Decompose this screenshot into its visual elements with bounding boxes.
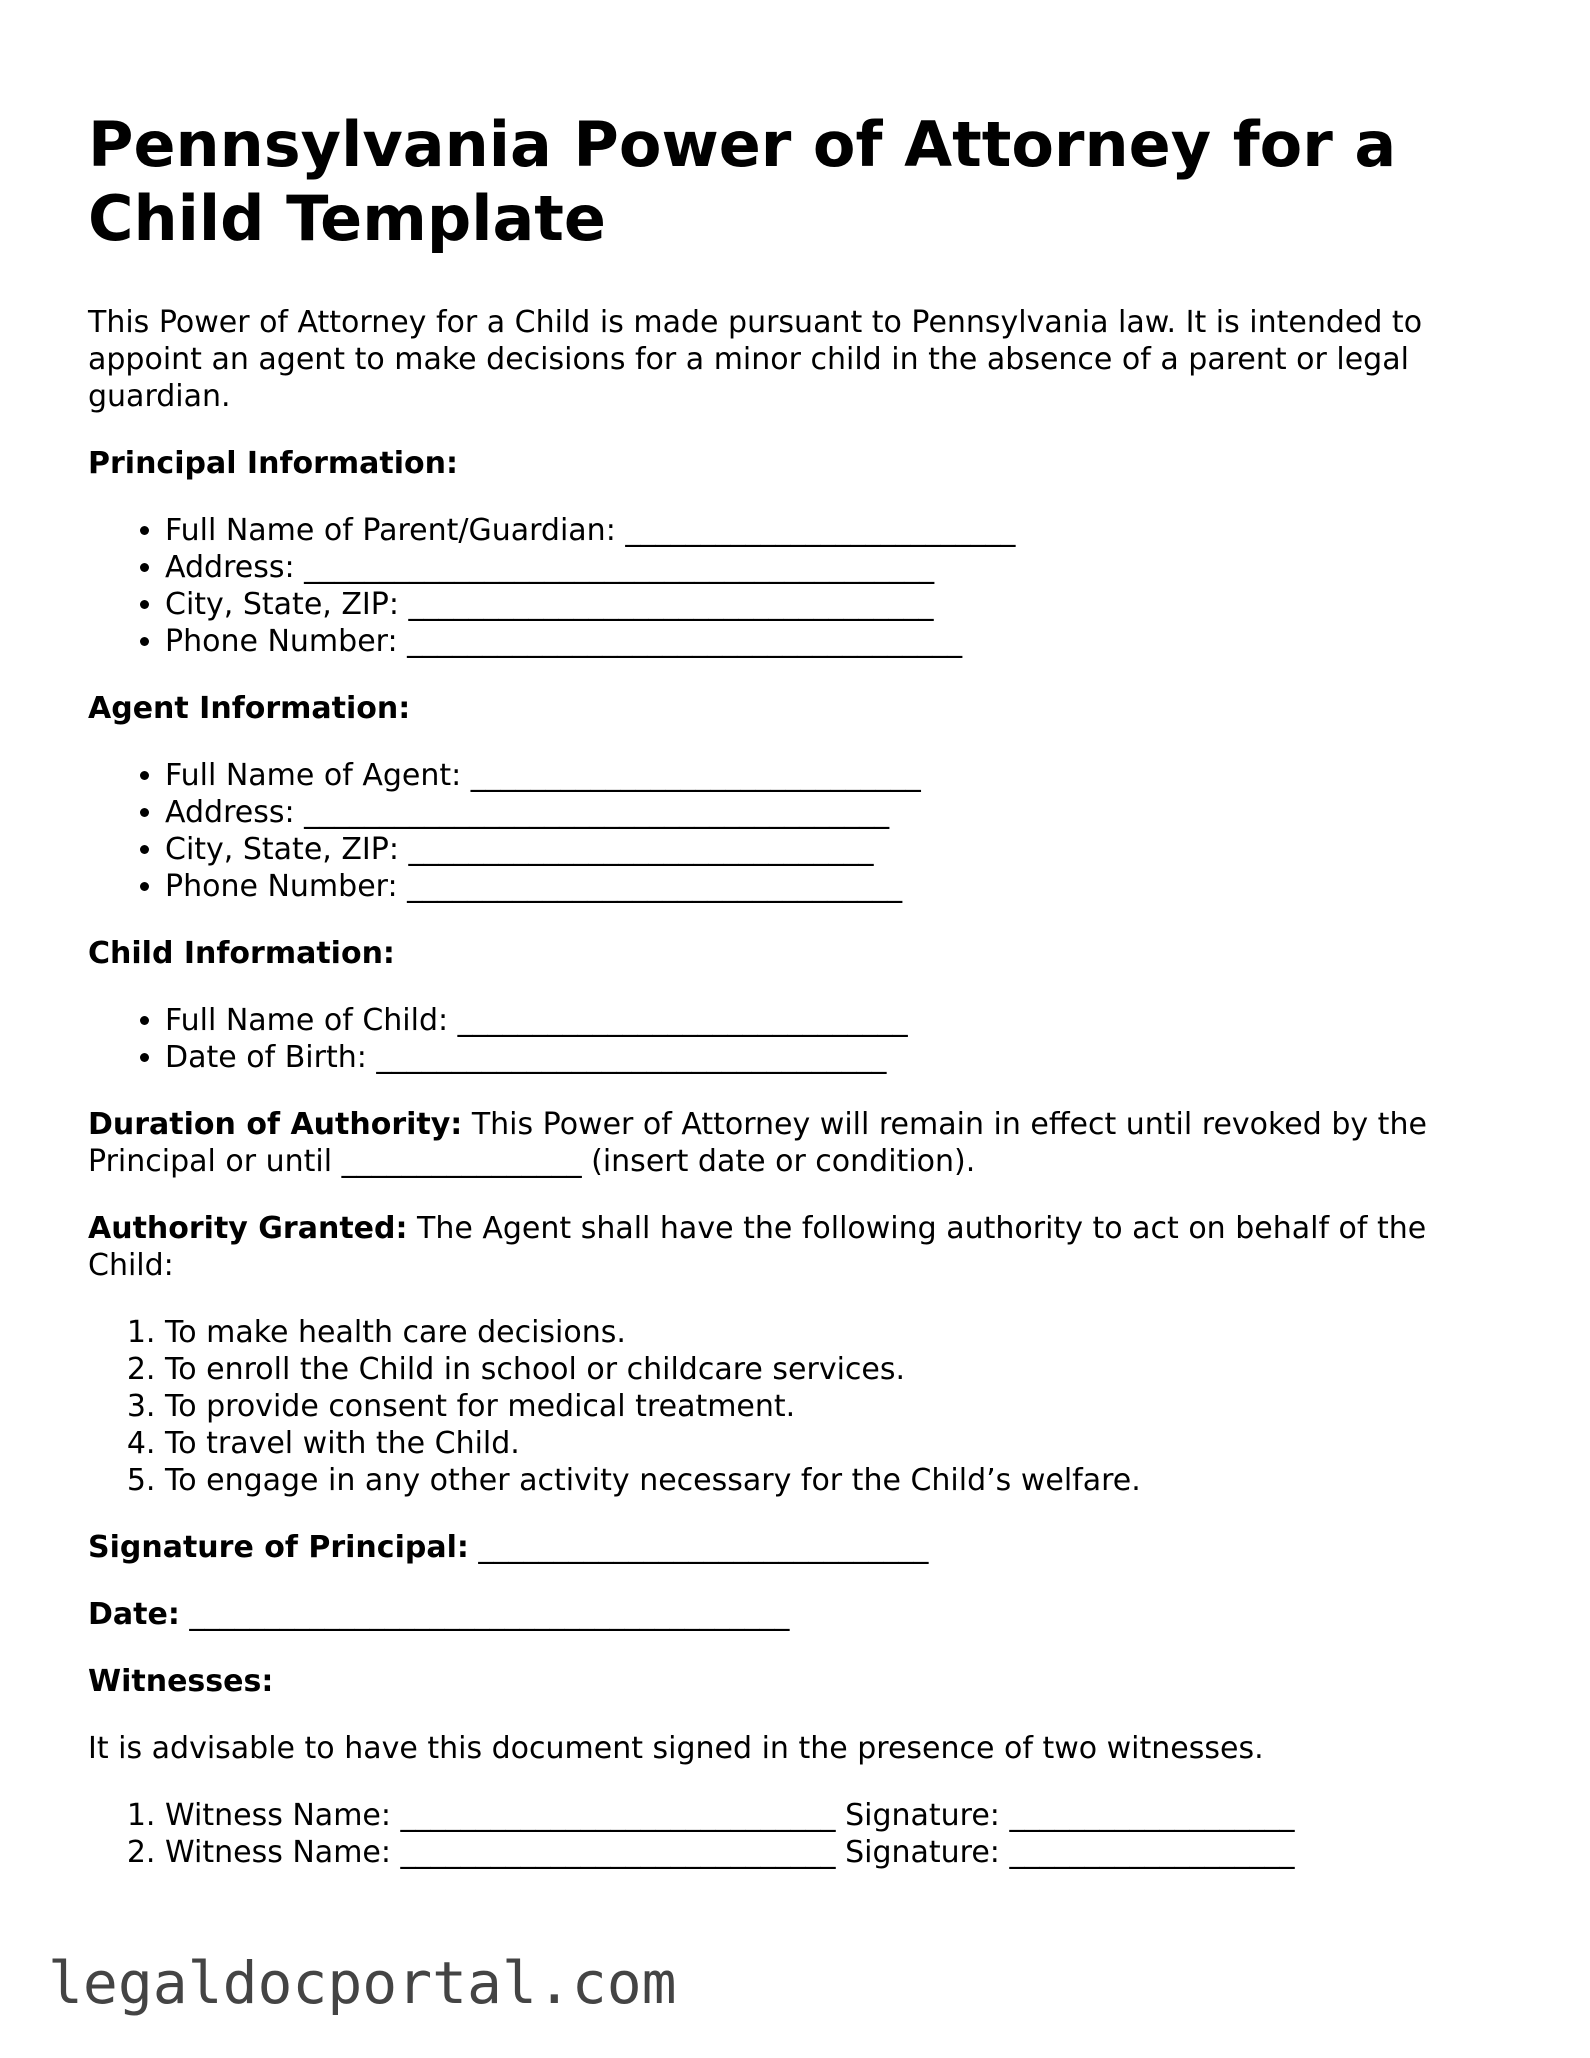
fill-in-blank: ________________ <box>341 1144 582 1179</box>
fill-in-blank: _____________________________________ <box>407 624 963 659</box>
fill-in-blank: ______________________________ <box>470 758 921 793</box>
principal-list <box>88 512 1508 660</box>
duration-text: This Power of Attorney will remain in effect until revoked by the Principal or until <box>88 1107 1427 1179</box>
field-label: Phone Number: <box>165 869 398 904</box>
intro-paragraph: This Power of Attorney for a Child is made pursuant to Pennsylvania law. It is intended to appoint an agent to make decisions for a minor child in the absence of a parent or legal guardian. <box>88 305 1423 414</box>
field-label: Full Name of Child: <box>165 1003 449 1038</box>
document-page <box>88 108 1508 1901</box>
agent-item <box>165 868 1508 905</box>
principal-item <box>165 623 1508 660</box>
child-item <box>165 1002 1508 1039</box>
fill-in-blank: _____________________________ <box>400 1798 836 1833</box>
witness-name-label: Witness Name: <box>165 1798 391 1833</box>
page-title: Pennsylvania Power of Attorney for a Child Template <box>88 108 1397 255</box>
authority-item: 1. To make health care decisions. <box>165 1314 1508 1351</box>
witness-name-label: Witness Name: <box>165 1835 391 1870</box>
child-list <box>88 1002 1508 1076</box>
agent-heading: Agent Information: <box>88 691 411 726</box>
authority-item: 5. To engage in any other activity necessary for the Child’s welfare. <box>165 1462 1508 1499</box>
authority-item: 2. To enroll the Child in school or childcare services. <box>165 1351 1508 1388</box>
date-line <box>88 1596 1508 1633</box>
agent-item <box>165 831 1508 868</box>
field-label: Address: <box>165 550 295 585</box>
agent-item <box>165 757 1508 794</box>
authority-item: 4. To travel with the Child. <box>165 1425 1508 1462</box>
field-label: Address: <box>165 795 295 830</box>
witness-item <box>165 1834 1508 1871</box>
duration-text-after: (insert date or condition). <box>581 1144 976 1179</box>
field-label: Full Name of Agent: <box>165 758 462 793</box>
fill-in-blank: __________________________________ <box>376 1040 887 1075</box>
signature-label: Signature of Principal: <box>88 1530 469 1565</box>
authority-text: The Agent shall have the following authority to act on behalf of the Child: <box>88 1211 1427 1283</box>
fill-in-blank: _____________________________ <box>400 1835 836 1870</box>
fill-in-blank: _______________________________________ <box>304 795 890 830</box>
duration-paragraph <box>88 1106 1508 1180</box>
child-heading: Child Information: <box>88 936 395 971</box>
child-item <box>165 1039 1508 1076</box>
signature-line <box>88 1529 1508 1566</box>
fill-in-blank: __________________________ <box>625 513 1016 548</box>
fill-in-blank: ___________________________________ <box>408 587 934 622</box>
fill-in-blank: _________________________________ <box>407 869 903 904</box>
fill-in-blank: ________________________________________ <box>189 1597 790 1632</box>
agent-list <box>88 757 1508 905</box>
field-label: City, State, ZIP: <box>165 587 399 622</box>
authority-list <box>88 1314 1508 1499</box>
site-watermark: legaldocportal.com <box>48 1949 677 2017</box>
fill-in-blank: __________________________________________ <box>304 550 935 585</box>
fill-in-blank: _______________________________ <box>408 832 874 867</box>
principal-item <box>165 586 1508 623</box>
authority-paragraph <box>88 1210 1508 1284</box>
field-label: Date of Birth: <box>165 1040 367 1075</box>
witness-signature-label: Signature: <box>845 1798 1000 1833</box>
fill-in-blank: ______________________________ <box>478 1530 929 1565</box>
field-label: Full Name of Parent/Guardian: <box>165 513 616 548</box>
date-label: Date: <box>88 1597 180 1632</box>
authority-label: Authority Granted: <box>88 1211 408 1246</box>
witnesses-heading: Witnesses: <box>88 1664 274 1699</box>
field-label: Phone Number: <box>165 624 398 659</box>
principal-heading: Principal Information: <box>88 446 459 481</box>
authority-item: 3. To provide consent for medical treatment. <box>165 1388 1508 1425</box>
duration-label: Duration of Authority: <box>88 1107 463 1142</box>
agent-item <box>165 794 1508 831</box>
principal-item <box>165 512 1508 549</box>
field-label: City, State, ZIP: <box>165 832 399 867</box>
fill-in-blank: ___________________ <box>1009 1798 1295 1833</box>
witness-item <box>165 1797 1508 1834</box>
fill-in-blank: ___________________ <box>1009 1835 1295 1870</box>
witness-list <box>88 1797 1508 1871</box>
witnesses-text: It is advisable to have this document signed in the presence of two witnesses. <box>88 1731 1264 1766</box>
fill-in-blank: ______________________________ <box>457 1003 908 1038</box>
witness-signature-label: Signature: <box>845 1835 1000 1870</box>
principal-item <box>165 549 1508 586</box>
